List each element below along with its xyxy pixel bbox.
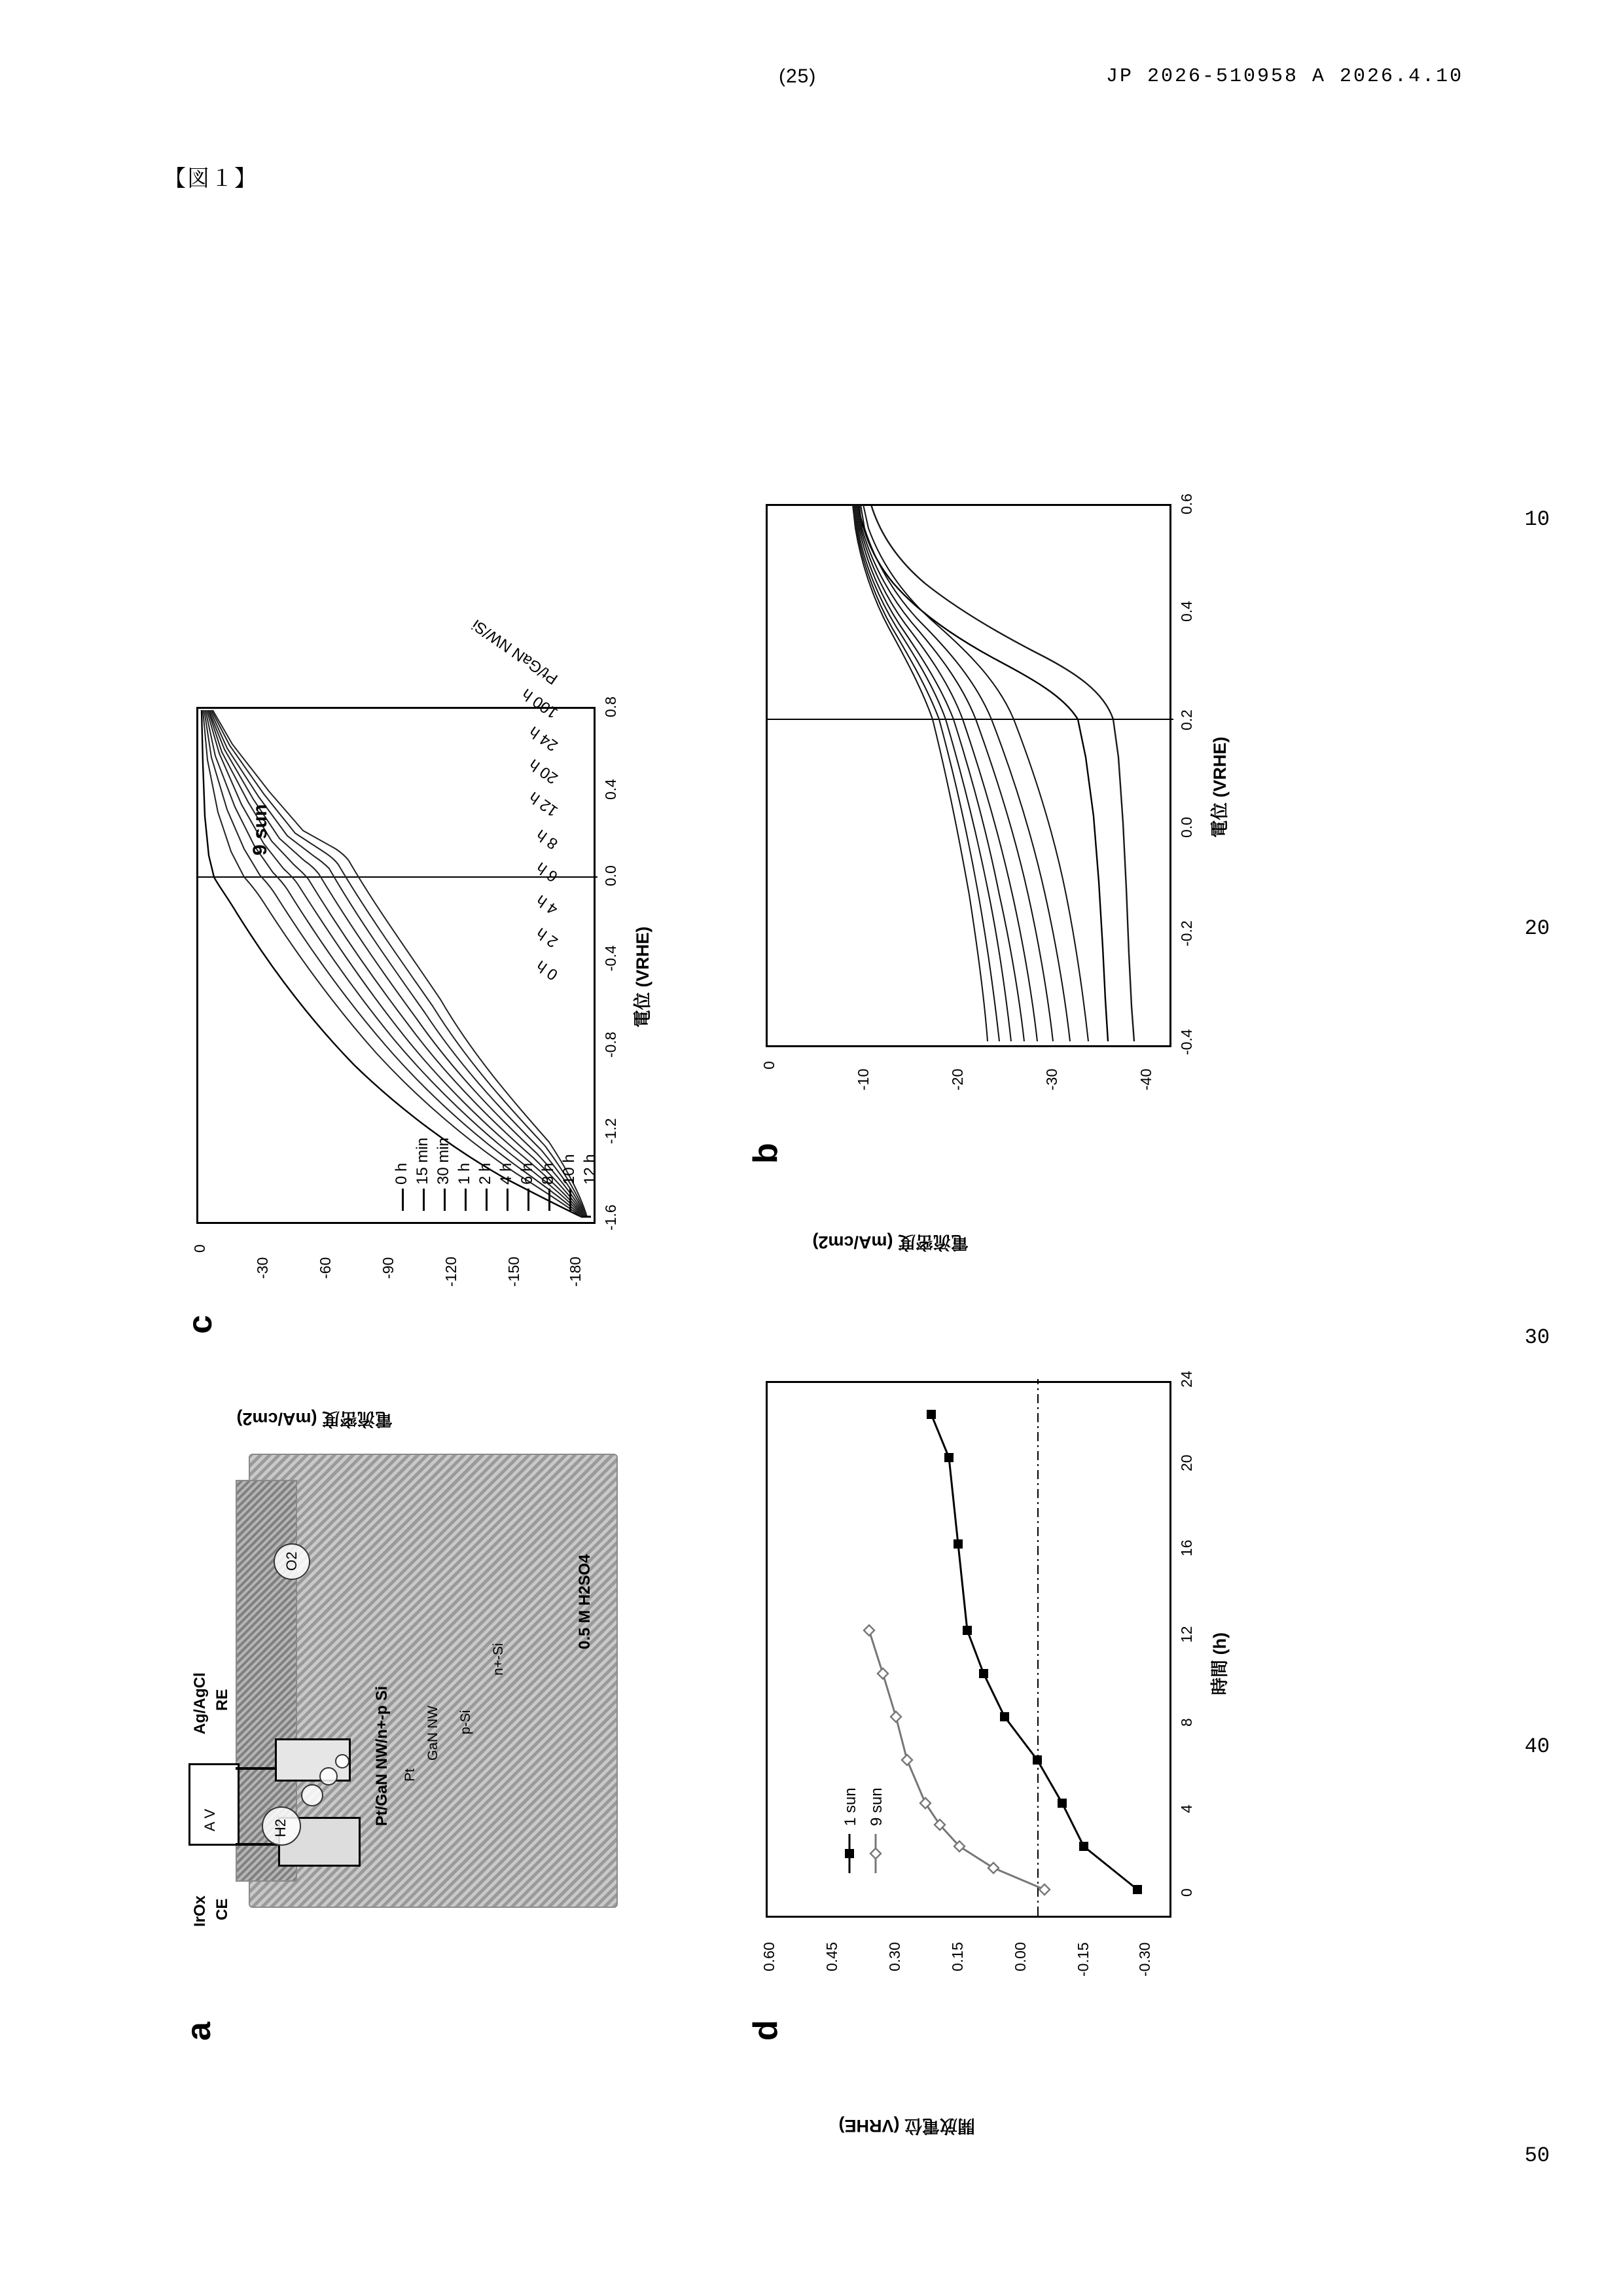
panel-d xyxy=(740,1178,1329,2136)
panel-d-xtick-1: 4 xyxy=(1178,1804,1195,1813)
panel-b-legend-6: 20 h xyxy=(526,755,562,787)
panel-b-legend-9: Pt/GaN NW/Si xyxy=(469,615,562,688)
panel-b-xaxis-title: 電位 (VRHE) xyxy=(1210,736,1230,838)
counter-electrode-label: IrOx xyxy=(191,1895,209,1927)
panel-b-legend-7: 24 h xyxy=(526,723,562,755)
panel-c-ytick-2: -60 xyxy=(317,1257,334,1279)
panel-b-legend-5: 12 h xyxy=(526,788,562,820)
panel-d-ytick-1: 0.45 xyxy=(823,1942,840,1971)
panel-c-xtick-5: 0.4 xyxy=(602,779,619,800)
reference-electrode-label: Ag/AgCl xyxy=(191,1672,209,1734)
panel-c-yaxis-title: 電流密度 (mA/cm2) xyxy=(236,1409,393,1429)
panel-c-xtick-2: -0.8 xyxy=(602,1031,619,1058)
figure-caption-label: 【図１】 xyxy=(164,166,258,191)
panel-b-xtick-3: 0.2 xyxy=(1178,709,1195,730)
panel-d-ytick-0: 0.60 xyxy=(760,1942,777,1971)
panel-c-xaxis-title: 電位 (VRHE) xyxy=(633,926,652,1028)
panel-d-ytick-6: -0.30 xyxy=(1136,1942,1153,1977)
panel-c-ytick-3: -90 xyxy=(380,1257,397,1279)
panel-b-ytick-2: -20 xyxy=(949,1068,966,1090)
panel-c-legend-5: 4 h xyxy=(497,1162,515,1185)
panel-c-xtick-6: 0.8 xyxy=(602,696,619,717)
h2-bubble-1 xyxy=(301,1784,323,1806)
h2-bubble-2 xyxy=(319,1767,338,1785)
panel-d-xaxis-title: 時間 (h) xyxy=(1210,1632,1230,1695)
figure-1 xyxy=(151,196,1479,2136)
h2-label: H2 xyxy=(272,1818,289,1837)
panel-c-xtick-1: -1.2 xyxy=(602,1118,619,1144)
panel-d-xtick-6: 24 xyxy=(1178,1371,1195,1388)
panel-d-xtick-5: 20 xyxy=(1178,1454,1195,1471)
panel-d-ytick-3: 0.15 xyxy=(949,1942,966,1971)
reference-electrode-sub: RE xyxy=(213,1689,231,1711)
counter-electrode-sub: CE xyxy=(213,1898,231,1920)
panel-d-xtick-2: 8 xyxy=(1178,1718,1195,1727)
panel-c-ytick-5: -150 xyxy=(505,1256,522,1287)
panel-c-annotation: 9 sun xyxy=(249,804,271,855)
panel-c-legend-0: 0 h xyxy=(393,1162,410,1185)
line-number-50: 50 xyxy=(1524,2144,1550,2168)
panel-d-ytick-4: 0.00 xyxy=(1012,1942,1029,1971)
panel-c-legend-1: 15 min xyxy=(414,1137,431,1185)
panel-d-xtick-3: 12 xyxy=(1178,1626,1195,1643)
stack-label-nsi: n+-Si xyxy=(491,1643,506,1676)
panel-c-ytick-6: -180 xyxy=(567,1256,584,1287)
panel-c-legend-2: 30 min xyxy=(435,1137,452,1185)
panel-c-legend-4: 2 h xyxy=(476,1162,494,1185)
electrolyte-label: 0.5 M H2SO4 xyxy=(576,1554,594,1649)
panel-b-legend-2: 4 h xyxy=(533,891,562,918)
panel-c-ytick-0: 0 xyxy=(191,1244,208,1253)
panel-d-xtick-4: 16 xyxy=(1178,1539,1195,1556)
power-source-label: A V xyxy=(202,1808,218,1831)
stack-label-psi: p-Si xyxy=(458,1710,473,1734)
panel-b-ytick-4: -40 xyxy=(1137,1068,1154,1090)
panel-b-curves xyxy=(768,502,1173,1045)
panel-d-letter: d xyxy=(747,2020,785,2041)
panel-b-legend-3: 6 h xyxy=(533,858,562,886)
line-number-30: 30 xyxy=(1524,1325,1550,1350)
panel-c-xtick-0: -1.6 xyxy=(602,1204,619,1230)
panel-b-legend-0: 0 h xyxy=(533,956,562,984)
panel-d-ytick-5: -0.15 xyxy=(1075,1942,1092,1977)
panel-b-letter: b xyxy=(747,1143,785,1164)
panel-c-letter: c xyxy=(181,1315,219,1334)
panel-d-ytick-2: 0.30 xyxy=(886,1942,903,1971)
line-number-10: 10 xyxy=(1524,507,1550,531)
panel-d-legend-0: 1 sun xyxy=(842,1787,859,1826)
panel-c-legend-8: 10 h xyxy=(560,1154,578,1185)
panel-c-legend-9: 12 h xyxy=(581,1154,599,1185)
panel-b-xtick-2: 0.0 xyxy=(1178,817,1195,838)
panel-c-xtick-3: -0.4 xyxy=(602,945,619,971)
panel-b-xtick-1: -0.2 xyxy=(1178,920,1195,946)
panel-b-ytick-3: -30 xyxy=(1043,1068,1060,1090)
stack-label-pt: Pt xyxy=(402,1768,418,1782)
panel-c-xtick-4: 0.0 xyxy=(602,865,619,886)
panel-d-legend-1: 9 sun xyxy=(868,1787,885,1826)
panel-d-legend-markers xyxy=(740,1178,1329,2042)
panel-b-legend-4: 8 h xyxy=(533,825,562,853)
panel-d-yaxis-title: 開放電位 (VRHE) xyxy=(838,2116,975,2136)
panel-c xyxy=(177,655,674,1429)
panel-b-ytick-0: 0 xyxy=(760,1061,777,1069)
panel-d-xtick-0: 0 xyxy=(1178,1888,1195,1897)
panel-b-legend-8: 100 h xyxy=(518,685,562,722)
panel-c-legend-7: 8 h xyxy=(539,1162,557,1185)
h2-bubble-3 xyxy=(335,1754,349,1768)
panel-b-yaxis-title: 電流密度 (mA/cm2) xyxy=(812,1232,969,1252)
panel-a-letter: a xyxy=(180,2022,218,2041)
panel-c-legend-6: 6 h xyxy=(518,1162,536,1185)
panel-b-xtick-4: 0.4 xyxy=(1178,601,1195,622)
panel-c-plot-frame xyxy=(196,707,596,1224)
panel-c-ytick-1: -30 xyxy=(254,1257,271,1279)
line-number-20: 20 xyxy=(1524,916,1550,941)
power-source-box xyxy=(188,1763,240,1846)
stack-label-gan: GaN NW xyxy=(425,1706,440,1761)
document-reference: JP 2026-510958 A 2026.4.10 xyxy=(1106,65,1464,88)
panel-b-legend-1: 2 h xyxy=(533,924,562,951)
panel-a xyxy=(177,1348,674,2042)
panel-b-plot-frame xyxy=(766,504,1171,1047)
panel-b-ytick-1: -10 xyxy=(855,1068,872,1090)
stack-label-main: Pt/GaN NW/n+-p Si xyxy=(373,1685,391,1826)
panel-c-ytick-4: -120 xyxy=(442,1256,459,1287)
panel-b-xtick-5: 0.6 xyxy=(1178,493,1195,514)
line-number-40: 40 xyxy=(1524,1734,1550,1759)
panel-b-xtick-0: -0.4 xyxy=(1178,1029,1195,1055)
page-number: (25) xyxy=(779,65,817,87)
o2-label: O2 xyxy=(283,1551,300,1571)
panel-c-legend-3: 1 h xyxy=(455,1162,473,1185)
